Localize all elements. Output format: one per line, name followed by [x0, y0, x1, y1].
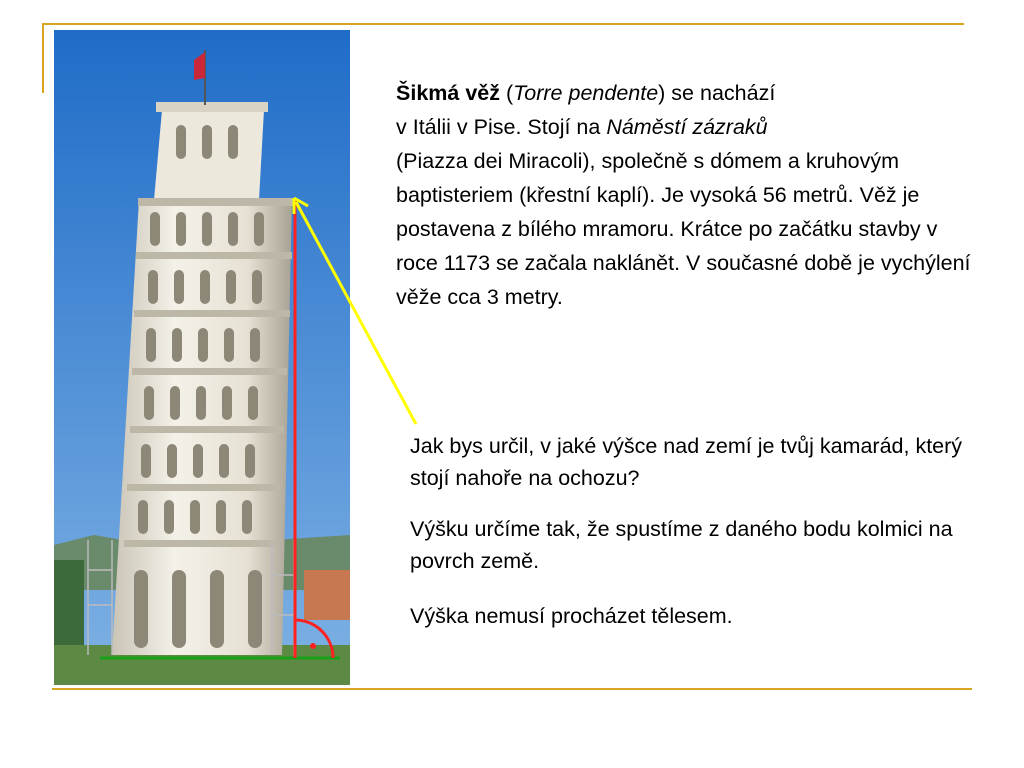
title-italic: Torre pendente	[513, 81, 659, 105]
paren-close: ) se nachází	[658, 81, 776, 105]
title-bold: Šikmá věž	[396, 81, 500, 105]
intro-paragraph	[396, 76, 976, 314]
left-rule	[42, 23, 44, 93]
top-rule	[44, 23, 964, 25]
answer-text: Výšku určíme tak, že spustíme z daného bodu kolmici na povrch země.	[410, 517, 953, 573]
bottom-rule	[52, 688, 972, 690]
note-text: Výška nemusí procházet tělesem.	[410, 604, 733, 628]
intro-line2: v Itálii v Pise. Stojí na	[396, 115, 607, 139]
square-name: Náměstí zázraků	[606, 115, 768, 139]
intro-rest: (Piazza dei Miracoli), společně s dómem a kruhovým baptisteriem (křestní kaplí). Je vysoká 56 metrů. Věž je postavena z bílého mramoru. Krátce po začátku stavby v roce 1173 se začala naklánět. V současné době je vychýlení věže cca 3 metry.	[396, 149, 971, 309]
question-text: Jak bys určil, v jaké výšce nad zemí je tvůj kamarád, který stojí nahoře na ochozu?	[410, 434, 963, 490]
paren-open: (	[499, 81, 514, 105]
